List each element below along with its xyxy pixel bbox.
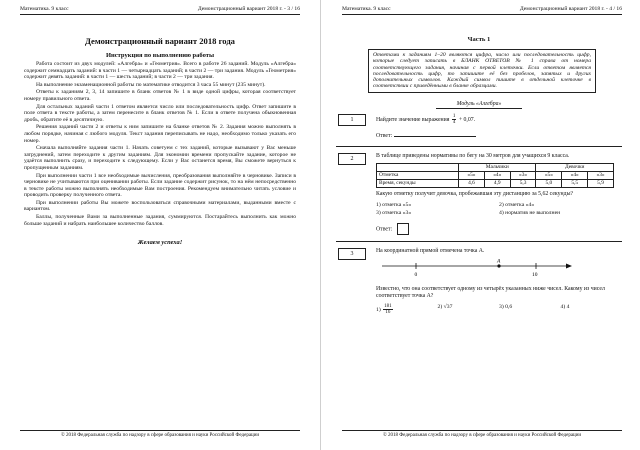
option-3[interactable]: 3) отметка «3»: [376, 209, 412, 216]
row-header: Время, секунды: [377, 180, 459, 188]
task-number: 1: [338, 114, 366, 126]
page-title: Демонстрационный вариант 2018 года: [85, 36, 235, 46]
option-2[interactable]: 2) отметка «4»: [499, 202, 535, 209]
table-corner: [377, 164, 459, 172]
table-row: [377, 172, 614, 180]
divider: [336, 146, 622, 147]
instructions-body: [24, 36, 296, 246]
task-1-text: [376, 114, 622, 125]
girls-header: Девочки: [536, 164, 614, 172]
running-header: [342, 6, 622, 15]
option-1[interactable]: 1) отметка «5»: [376, 202, 412, 209]
option-1-prefix: 1): [376, 306, 381, 313]
paragraph: На выполнение экзаменационной работы по математике отводится 3 часа 55 минут (235 минут).: [36, 81, 266, 88]
table-cell: «5»: [536, 172, 562, 180]
fraction: [452, 114, 457, 125]
paragraph: Ответы к заданиям 2, 3, 14 запишите в бланк ответов № 1 в виде одной цифры, которая соответствует номеру правильного ответа.: [24, 89, 296, 102]
task-number: 2: [338, 153, 366, 165]
header-variant: Демонстрационный вариант 2018 г. - 3 / 16: [197, 6, 300, 12]
answer-box[interactable]: [397, 223, 409, 235]
answer-options: [376, 304, 622, 315]
instructions-heading: Инструкция по выполнению работы: [105, 52, 215, 59]
fraction: [383, 304, 393, 315]
answer-row: [376, 223, 622, 235]
header-subject: Математика. 9 класс: [342, 6, 391, 12]
table-cell: 5,5: [562, 180, 588, 188]
paragraph: Для остальных заданий части 1 ответом является число или последовательность цифр. Ответ запишите в поле ответа в тексте работы, а затем перенесите в бланк ответов № 1. Если в ответе получена обыкновенная дробь, обратите её в десятичную.: [24, 103, 296, 123]
option-3[interactable]: 3) 0,6: [499, 303, 513, 310]
fraction-numerator: 181: [384, 303, 392, 309]
page-footer: © 2018 Федеральная служба по надзору в сфере образования и науки Российской Федерации: [342, 430, 622, 438]
divider: [336, 241, 622, 242]
paragraph: Решения заданий части 2 и ответы к ним запишите на бланке ответов № 2. Задания можно выполнять в любом порядке, начиная с любого модуля. Текст задания переписывать не надо, необходимо только указать его номер.: [24, 124, 296, 144]
tick-10-label: 10: [532, 271, 538, 278]
tick-0-label: 0: [414, 271, 418, 278]
fraction-denominator: 4: [452, 119, 456, 125]
header-variant: Демонстрационный вариант 2018 г. - 4 / 16: [519, 6, 622, 12]
table-cell: «3»: [510, 172, 536, 180]
table-cell: «4»: [484, 172, 510, 180]
module-title: Модуль «Алгебра»: [436, 101, 522, 109]
task-3-question: Известно, что она соответствует одному из четырёх указанных ниже чисел. Какому из чисел соответствует точка A?: [376, 286, 605, 300]
running-header: [20, 6, 300, 15]
paragraph: При выполнении части 1 все необходимые вычисления, преобразования выполняйте в черновике. Записи в черновике не учитываются при оценивании работы. Если задание содержит рисунок, то на нём непосредственно в тексте работы можно выполнять необходимые Вам построения. Рекомендуем внимательно читать условие и проводить проверку полученного ответа.: [24, 172, 296, 199]
fraction-numerator: 1: [452, 113, 456, 119]
closing-wish: Желаем успеха!: [137, 239, 183, 247]
paragraph: Баллы, полученные Вами за выполненные задания, суммируются. Постарайтесь выполнить как можно больше заданий и набрать наибольшее количество баллов.: [24, 214, 296, 227]
table-cell: 4,6: [459, 180, 485, 188]
answer-blank[interactable]: [394, 131, 476, 137]
table-row: [377, 180, 614, 188]
task-3-text: На координатной прямой отмечена точка A.: [376, 247, 485, 254]
table-cell: 5,9: [588, 180, 614, 188]
paragraph: Работа состоит из двух модулей: «Алгебра» и «Геометрия». Всего в работе 26 заданий. Модуль «Алгебра» содержит семнадцать заданий: в части 1 — четырнадцать заданий; в части 2 — три задания. Модуль «Геометрия» содержит девять заданий: в части 1 — шесть заданий; в части 2 — три задания.: [24, 61, 296, 81]
boys-header: Мальчики: [459, 164, 536, 172]
answer-options: [376, 202, 622, 217]
row-header: Отметка: [377, 172, 459, 180]
option-2[interactable]: 2) √37: [437, 303, 453, 310]
answer-label: Ответ:: [376, 132, 393, 139]
table-cell: «4»: [562, 172, 588, 180]
table-row: [377, 164, 614, 172]
table-cell: 5,0: [536, 180, 562, 188]
task-2-text: В таблице приведены нормативы по бегу на 30 метров для учащихся 9 класса.: [376, 152, 570, 159]
point-a: [497, 264, 500, 267]
task-1-expression-tail: + 0,07.: [458, 116, 476, 123]
part-title: Часть 1: [467, 36, 491, 43]
tasks-body: [336, 36, 622, 321]
table-cell: 4,9: [484, 180, 510, 188]
task-1-prompt: Найдите значение выражения: [376, 116, 450, 123]
coordinate-line: [376, 258, 576, 280]
page-3: [0, 0, 318, 450]
task-1: [336, 114, 622, 140]
answer-instructions-box: Ответами к заданиям 1–20 являются цифра, число или последовательность цифр, которые следует записать в БЛАНК ОТВЕТОВ № 1 справа от номера соответствующего задания, начиная с первой клеточки. Если ответом является последовательность цифр, то запишите её без пробелов, запятых и других дополнительных символов. Каждый символ пишите в отдельной клеточке в соответствии с приведёнными в бланке образцами.: [368, 49, 596, 93]
paragraph: Сначала выполняйте задания части 1. Начать советуем с тех заданий, которые вызывают у Вас меньше затруднений, затем переходите к другим заданиям. Для экономии времени пропускайте задание, которое не удаётся выполнить сразу, и переходите к следующему. Если у Вас останется время, Вы сможете вернуться к пропущенным заданиям.: [24, 145, 296, 171]
answer-label: Ответ:: [376, 226, 393, 233]
table-cell: «3»: [588, 172, 614, 180]
task-3: [336, 248, 622, 315]
norms-table: [376, 163, 614, 188]
table-cell: «5»: [459, 172, 485, 180]
page-divider: [320, 0, 321, 450]
table-cell: 5,3: [510, 180, 536, 188]
option-1[interactable]: [376, 304, 438, 315]
point-a-label: A: [497, 258, 501, 265]
task-2-question: Какую отметку получит девочка, пробежавшая эту дистанцию за 5,62 секунды?: [376, 191, 574, 198]
header-subject: Математика. 9 класс: [20, 6, 69, 12]
option-4[interactable]: 4) норматив не выполнен: [499, 209, 561, 216]
option-4[interactable]: 4) 4: [560, 303, 570, 310]
fraction-denominator: 16: [385, 309, 391, 315]
task-2: [336, 153, 622, 235]
page-4: [322, 0, 640, 450]
task-number: 3: [338, 248, 366, 260]
axis-arrow-icon: [566, 263, 572, 268]
page-footer: © 2018 Федеральная служба по надзору в сфере образования и науки Российской Федерации: [20, 430, 300, 438]
paragraph: При выполнении работы Вы можете воспользоваться справочными материалами, выданными вместе с вариантом.: [24, 199, 296, 213]
answer-line: [376, 131, 622, 140]
